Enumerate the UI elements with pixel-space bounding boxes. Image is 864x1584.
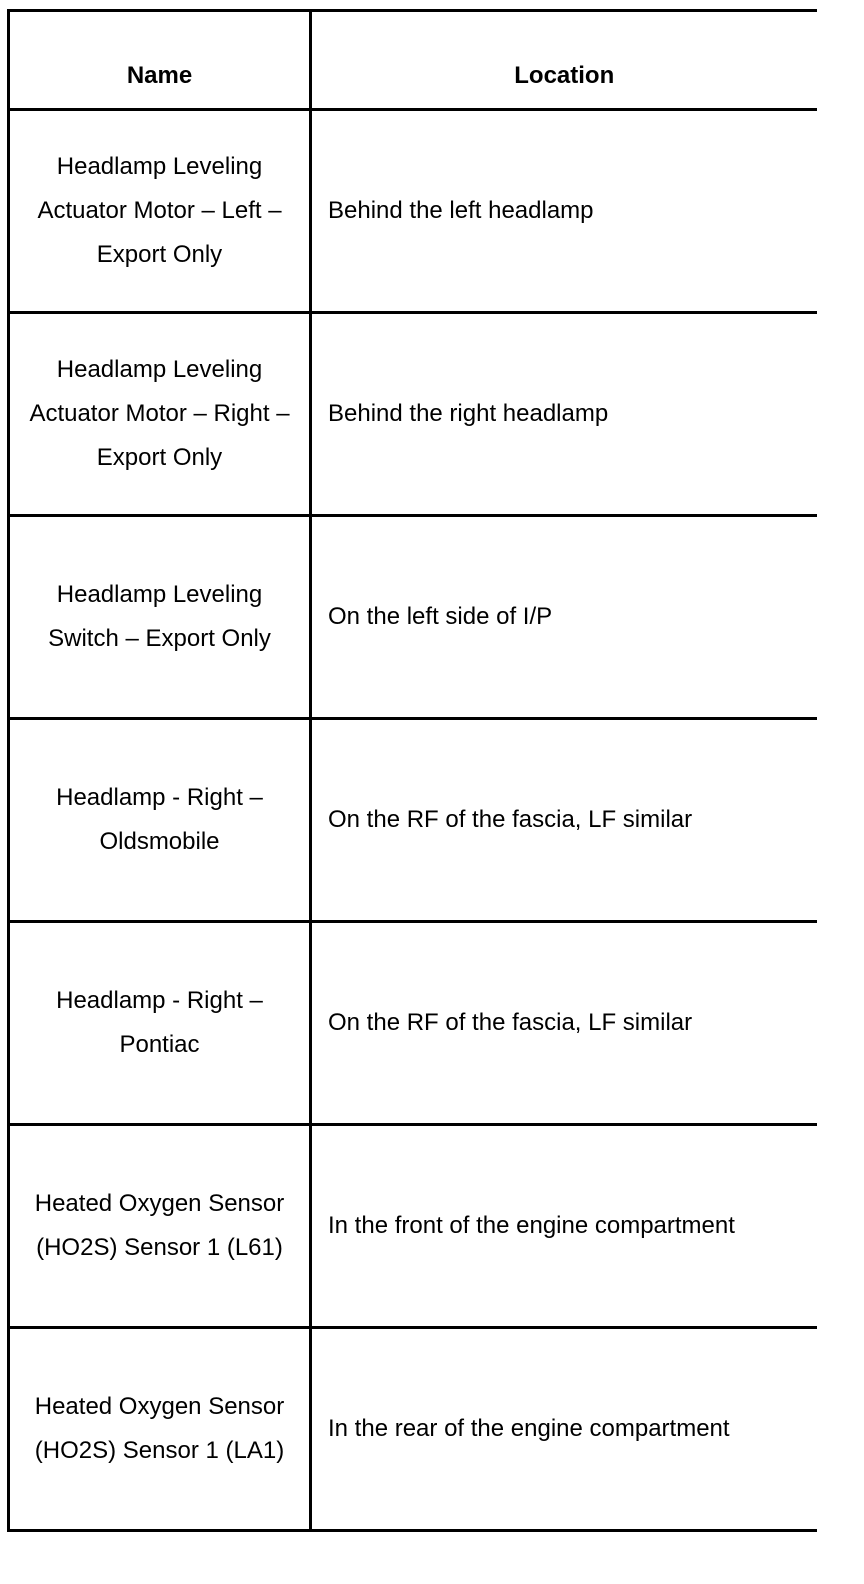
component-location-cell: On the left side of I/P — [311, 516, 817, 719]
component-location-cell: On the RF of the fascia, LF similar — [311, 922, 817, 1125]
component-location-table — [7, 9, 817, 1532]
table-row — [9, 922, 817, 1125]
component-location-cell: Behind the left headlamp — [311, 110, 817, 313]
component-name-cell: Headlamp Leveling Actuator Motor – Right – Export Only — [9, 313, 311, 516]
table-row — [9, 1125, 817, 1328]
component-name-cell: Headlamp Leveling Switch – Export Only — [9, 516, 311, 719]
table-row — [9, 313, 817, 516]
component-location-cell: In the rear of the engine compartment — [328, 1415, 730, 1442]
table-row — [9, 1328, 817, 1531]
component-name-cell: Headlamp Leveling Actuator Motor – Left – Export Only — [9, 110, 311, 313]
component-location-cell: In the front of the engine compartment — [311, 1125, 817, 1328]
component-name-cell: Headlamp - Right – Oldsmobile — [9, 719, 311, 922]
component-name-cell: Heated Oxygen Sensor (HO2S) Sensor 1 (LA1) — [9, 1328, 311, 1531]
component-location-cell: On the RF of the fascia, LF similar — [311, 719, 817, 922]
table-row — [9, 719, 817, 922]
table-header-row — [9, 11, 817, 110]
table-row — [9, 516, 817, 719]
column-header-name: Name — [9, 11, 311, 110]
component-location-cell: Behind the right headlamp — [311, 313, 817, 516]
table-row — [9, 110, 817, 313]
component-name-cell: Headlamp - Right – Pontiac — [9, 922, 311, 1125]
component-name-cell: Heated Oxygen Sensor (HO2S) Sensor 1 (L61) — [9, 1125, 311, 1328]
column-header-location: Location — [311, 11, 817, 110]
